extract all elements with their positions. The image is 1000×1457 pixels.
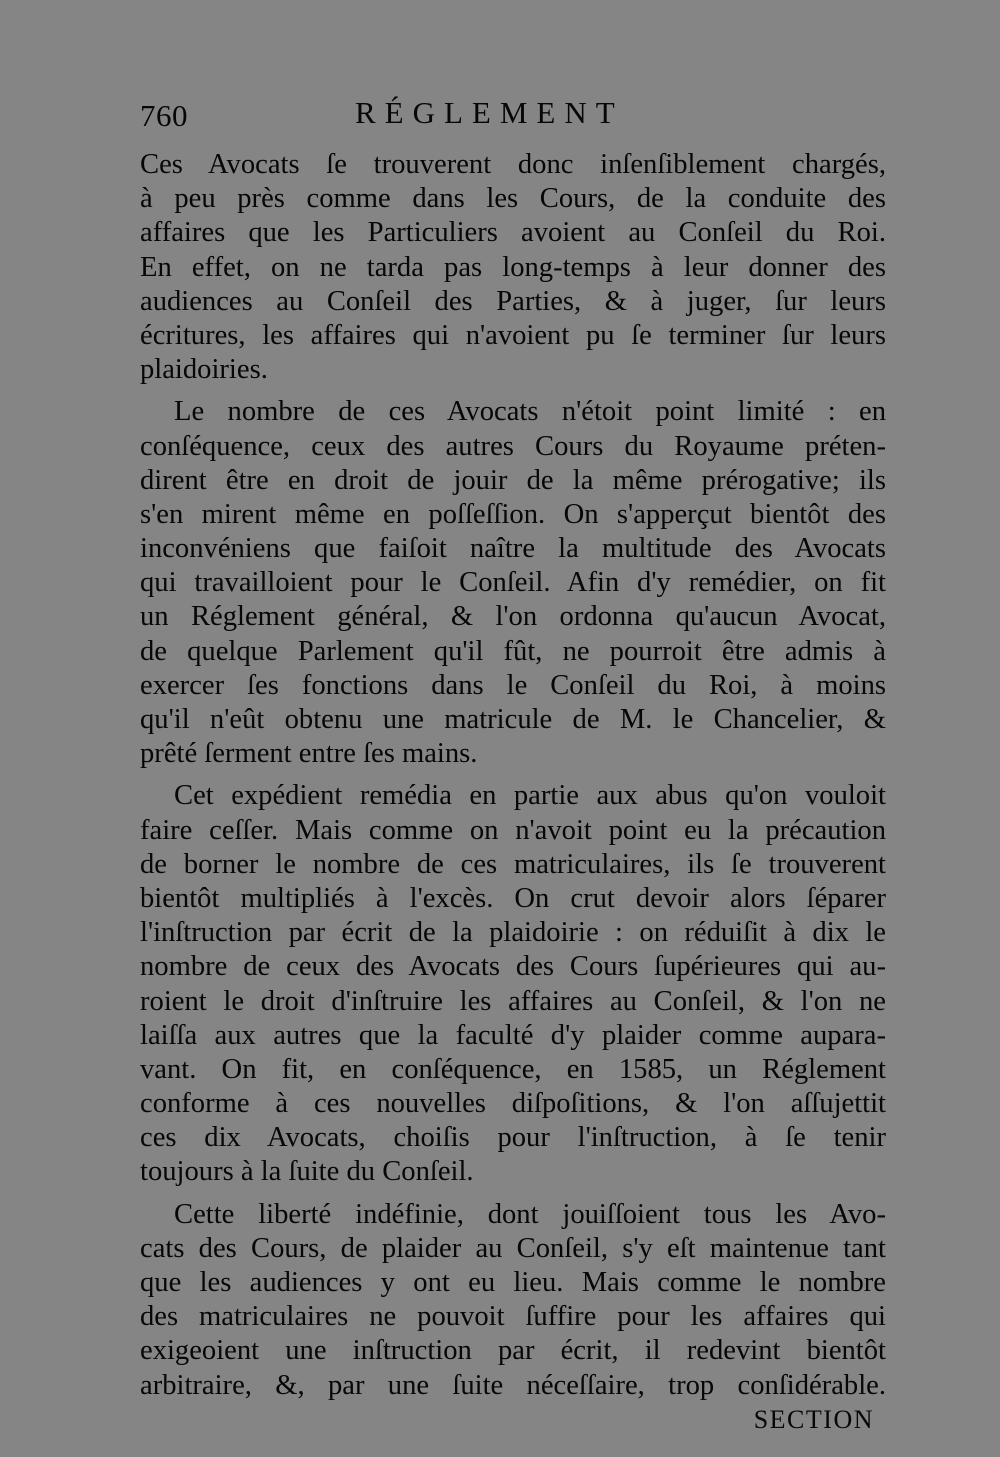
text-line: nombre de ceux des Avocats des Cours ſupérieures qui au- — [140, 951, 886, 983]
text-line: Cet expédient remédia en partie aux abus qu'on vouloit — [174, 780, 886, 812]
text-line: faire ceſſer. Mais comme on n'avoit point eu la précaution — [140, 814, 886, 846]
text-line: roient le droit d'inſtruire les affaires au Conſeil, & l'on ne — [140, 985, 886, 1017]
text-line: de quelque Parlement qu'il fût, ne pourroit être admis à — [140, 635, 886, 667]
text-line: s'en mirent même en poſſeſſion. On s'apperçut bientôt des — [140, 498, 886, 530]
text-line: dirent être en droit de jouir de la même prérogative; ils — [140, 464, 886, 496]
paragraph-2 — [140, 395, 886, 771]
text-line: vant. On fit, en conſéquence, en 1585, un Réglement — [140, 1053, 886, 1085]
text-line: qu'il n'eût obtenu une matricule de M. le Chancelier, & — [140, 704, 886, 735]
text-line: audiences au Conſeil des Parties, & à juger, ſur leurs — [140, 285, 886, 317]
page-header — [140, 90, 886, 148]
text-line: bientôt multipliés à l'excès. On crut devoir alors ſéparer — [140, 882, 886, 914]
text-line: conforme à ces nouvelles diſpoſitions, & l'on aſſujettit — [140, 1088, 886, 1120]
book-page — [140, 90, 886, 1437]
text-line: plaidoiries. — [140, 354, 268, 386]
text-line: cats des Cours, de plaider au Conſeil, s'y eſt maintenue tant — [140, 1232, 886, 1264]
text-line: toujours à la ſuite du Conſeil. — [140, 1156, 474, 1188]
text-line: Le nombre de ces Avocats n'étoit point limité : en — [174, 396, 886, 428]
paragraph-3 — [140, 779, 886, 1189]
text-line: exercer ſes fonctions dans le Conſeil du Roi, à moins — [140, 669, 886, 701]
text-line: prêté ſerment entre ſes mains. — [140, 738, 478, 770]
text-line: inconvéniens que faiſoit naître la multitude des Avocats — [140, 533, 886, 565]
text-line: que les audiences y ont eu lieu. Mais comme le nombre — [140, 1267, 886, 1298]
text-line: En effet, on ne tarda pas long-temps à leur donner des — [140, 251, 886, 283]
text-line: ces dix Avocats, choiſis pour l'inſtruction, à ſe tenir — [140, 1122, 886, 1154]
running-title: RÉGLEMENT — [355, 95, 624, 130]
text-line: écritures, les affaires qui n'avoient pu ſe terminer ſur leurs — [140, 319, 886, 351]
text-line: un Réglement général, & l'on ordonna qu'aucun Avocat, — [140, 601, 886, 633]
text-line: affaires que les Particuliers avoient au Conſeil du Roi. — [140, 217, 886, 249]
text-line: conſéquence, ceux des autres Cours du Royaume préten- — [140, 430, 886, 462]
text-line: à peu près comme dans les Cours, de la conduite des — [140, 183, 886, 215]
page-number: 760 — [140, 98, 188, 133]
text-line: l'inſtruction par écrit de la plaidoirie : on réduiſit à dix le — [140, 917, 886, 949]
text-line: des matriculaires ne pouvoit ſuffire pour les affaires qui — [140, 1301, 886, 1333]
paragraph-1 — [140, 148, 886, 387]
text-line: exigeoient une inſtruction par écrit, il redevint bientôt — [140, 1335, 886, 1367]
catchword: SECTION — [753, 1404, 874, 1434]
text-line: Ces Avocats ſe trouverent donc inſenſiblement chargés, — [140, 149, 886, 180]
text-line: Cette liberté indéfinie, dont jouiſſoient tous les Avo- — [174, 1198, 886, 1230]
text-line: laiſſa aux autres que la faculté d'y plaider comme aupara- — [140, 1019, 886, 1051]
text-line: arbitraire, &, par une ſuite néceſſaire, trop conſidérable. — [140, 1369, 886, 1401]
paragraph-4 — [140, 1198, 886, 1403]
text-line: de borner le nombre de ces matriculaires, ils ſe trouverent — [140, 848, 886, 880]
text-line: qui travailloient pour le Conſeil. Afin d'y remédier, on fit — [140, 567, 886, 599]
